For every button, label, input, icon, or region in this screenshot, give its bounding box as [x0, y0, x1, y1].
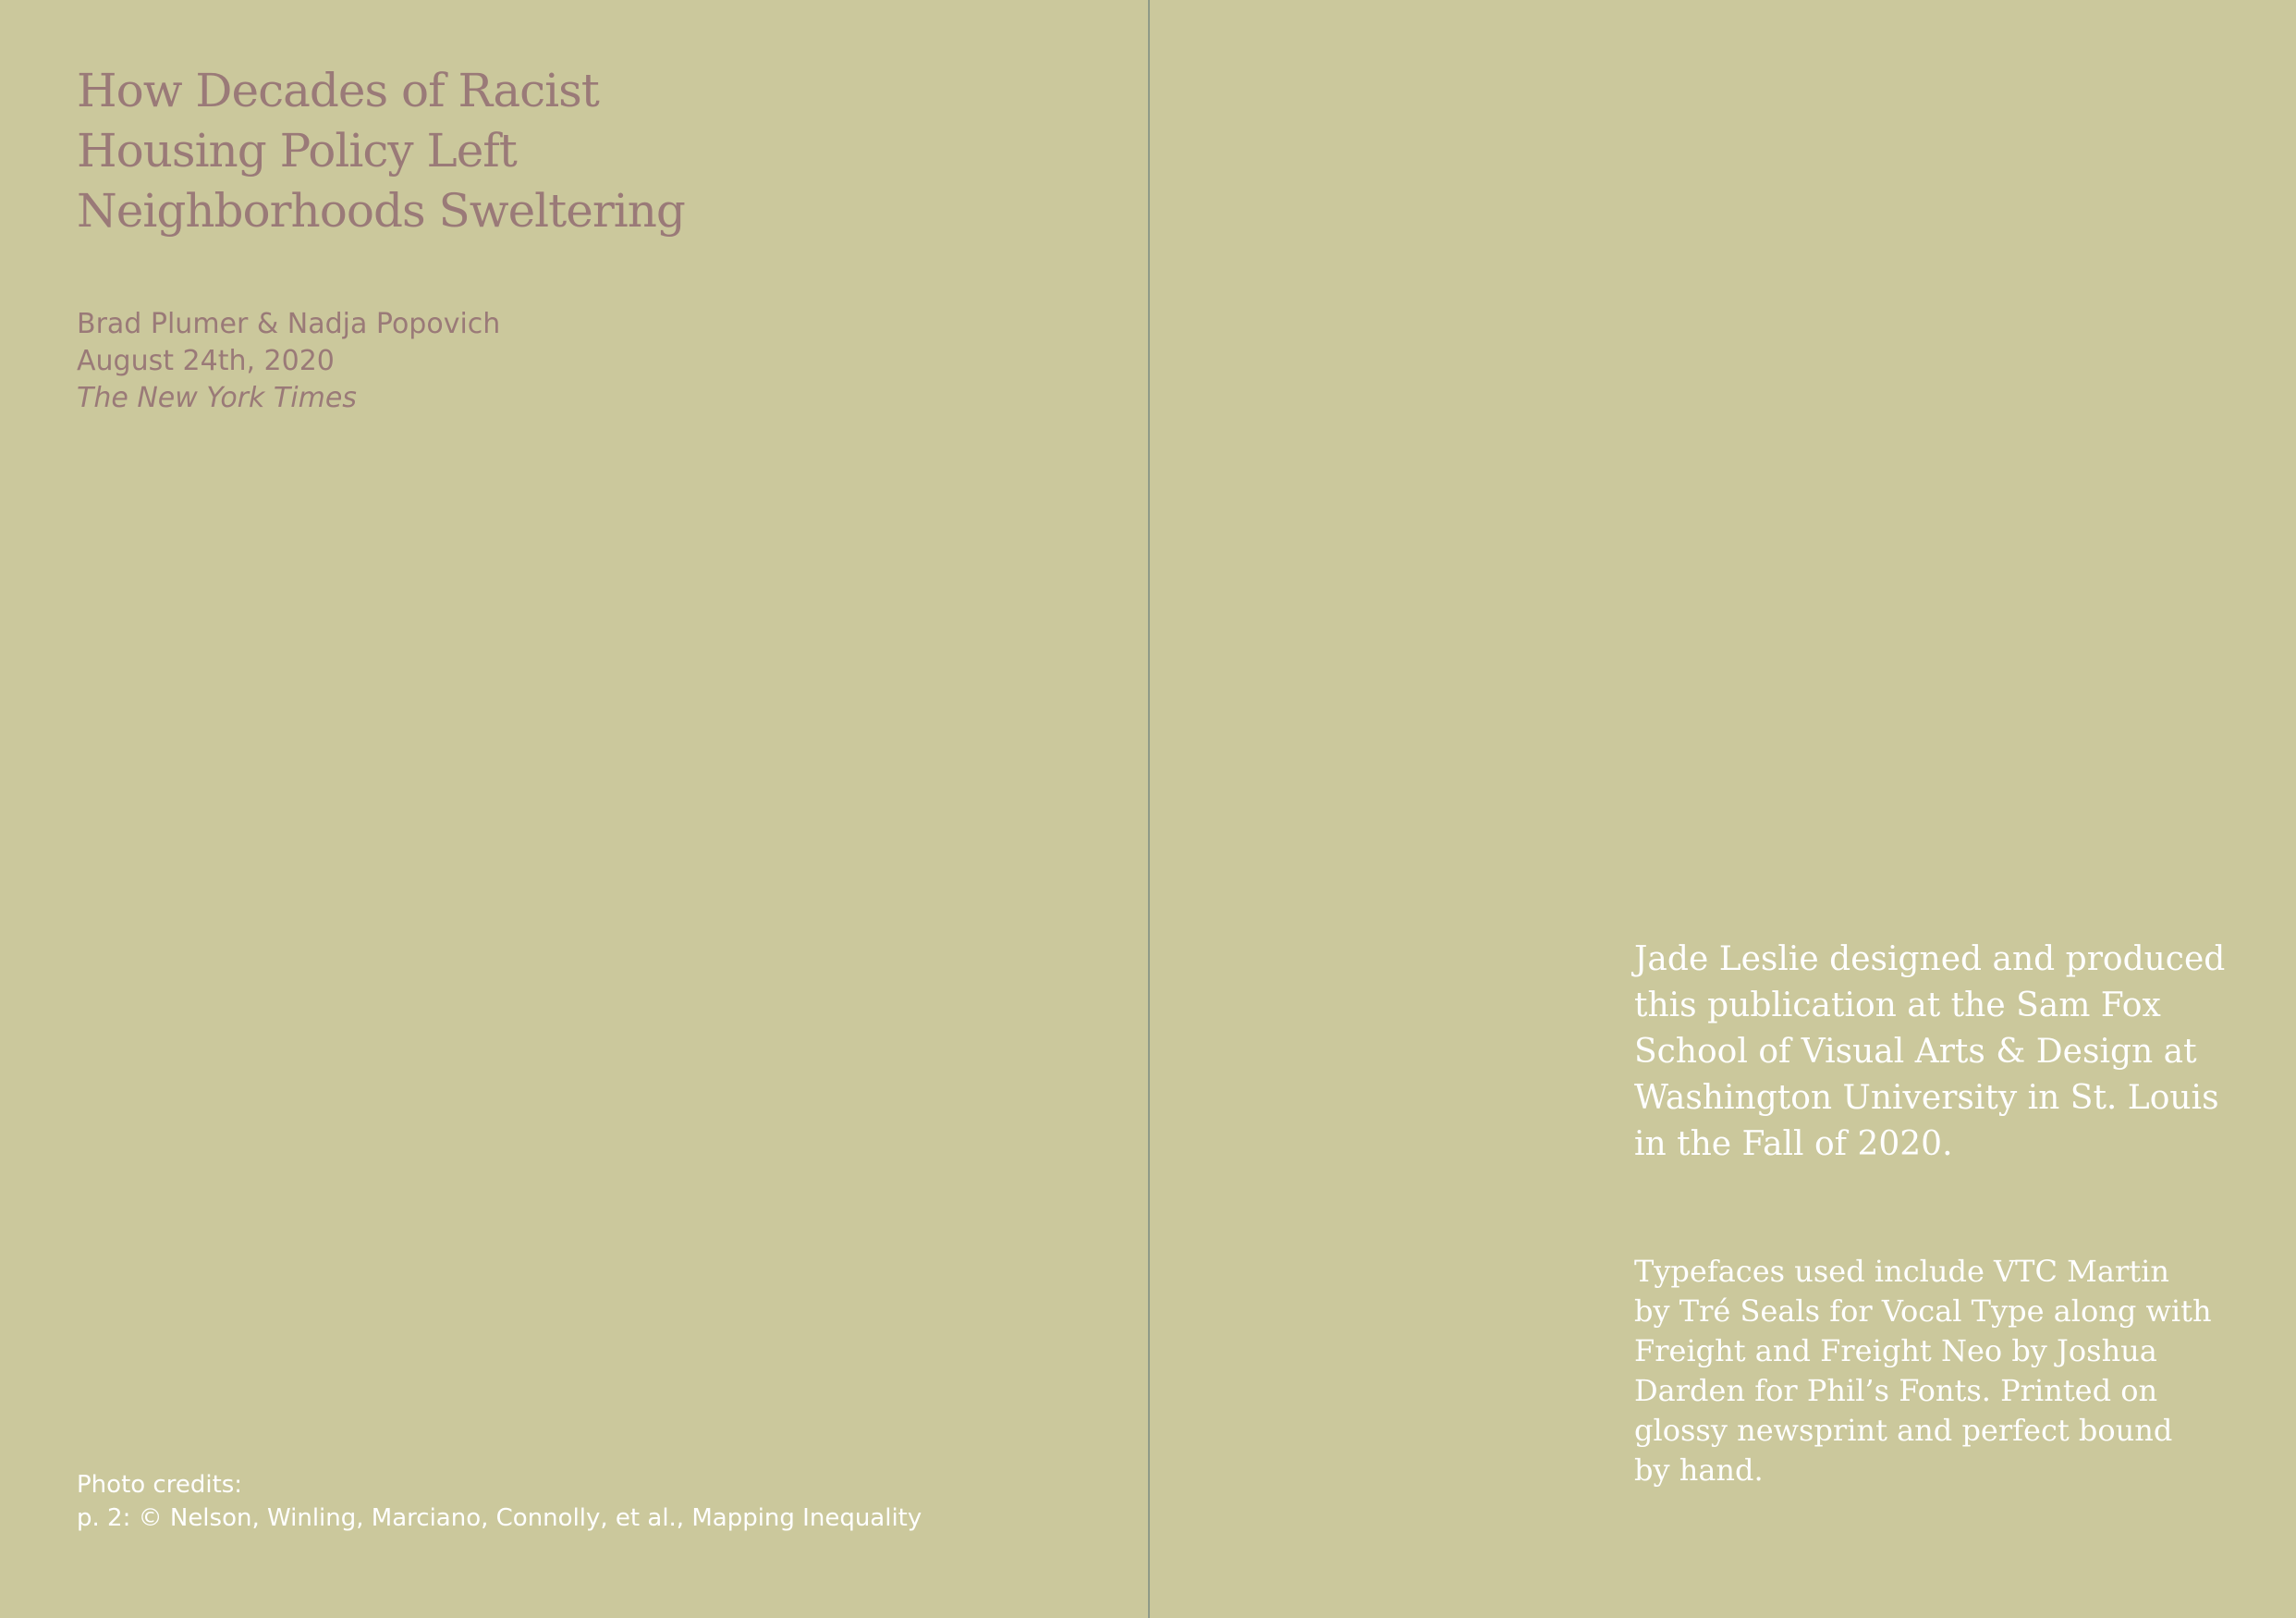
article-title	[77, 61, 724, 241]
typeface-line: glossy newsprint and perfect bound	[1634, 1413, 2173, 1448]
authors: Brad Plumer & Nadja Popovich	[77, 308, 501, 340]
byline	[77, 306, 500, 417]
typeface-line: by hand.	[1634, 1453, 1764, 1488]
photo-credits-heading: Photo credits:	[77, 1471, 243, 1499]
title-line: Neighborhoods Sweltering	[77, 184, 685, 238]
title-line: How Decades of Racist	[77, 64, 599, 117]
typeface-line: by Tré Seals for Vocal Type along with	[1634, 1293, 2212, 1329]
typeface-line: Typefaces used include VTC Martin	[1634, 1254, 2169, 1289]
publication-name: The New York Times	[77, 382, 357, 414]
typeface-line: Freight and Freight Neo by Joshua	[1634, 1333, 2157, 1368]
colophon-line: School of Visual Arts & Design at	[1634, 1033, 2197, 1071]
title-line: Housing Policy Left	[77, 124, 517, 178]
colophon-line: this publication at the Sam Fox	[1634, 987, 2161, 1024]
publish-date: August 24th, 2020	[77, 345, 335, 377]
colophon-line: Jade Leslie designed and produced	[1634, 940, 2226, 978]
typeface-line: Darden for Phil’s Fonts. Printed on	[1634, 1373, 2158, 1408]
photo-credits-line: p. 2: © Nelson, Winling, Marciano, Connolly, et al., Mapping Inequality	[77, 1504, 922, 1532]
typeface-note	[1634, 1252, 2212, 1490]
colophon-line: in the Fall of 2020.	[1634, 1125, 1953, 1163]
photo-credits	[77, 1468, 922, 1535]
colophon-line: Washington University in St. Louis	[1634, 1079, 2219, 1117]
colophon-text	[1634, 937, 2226, 1168]
